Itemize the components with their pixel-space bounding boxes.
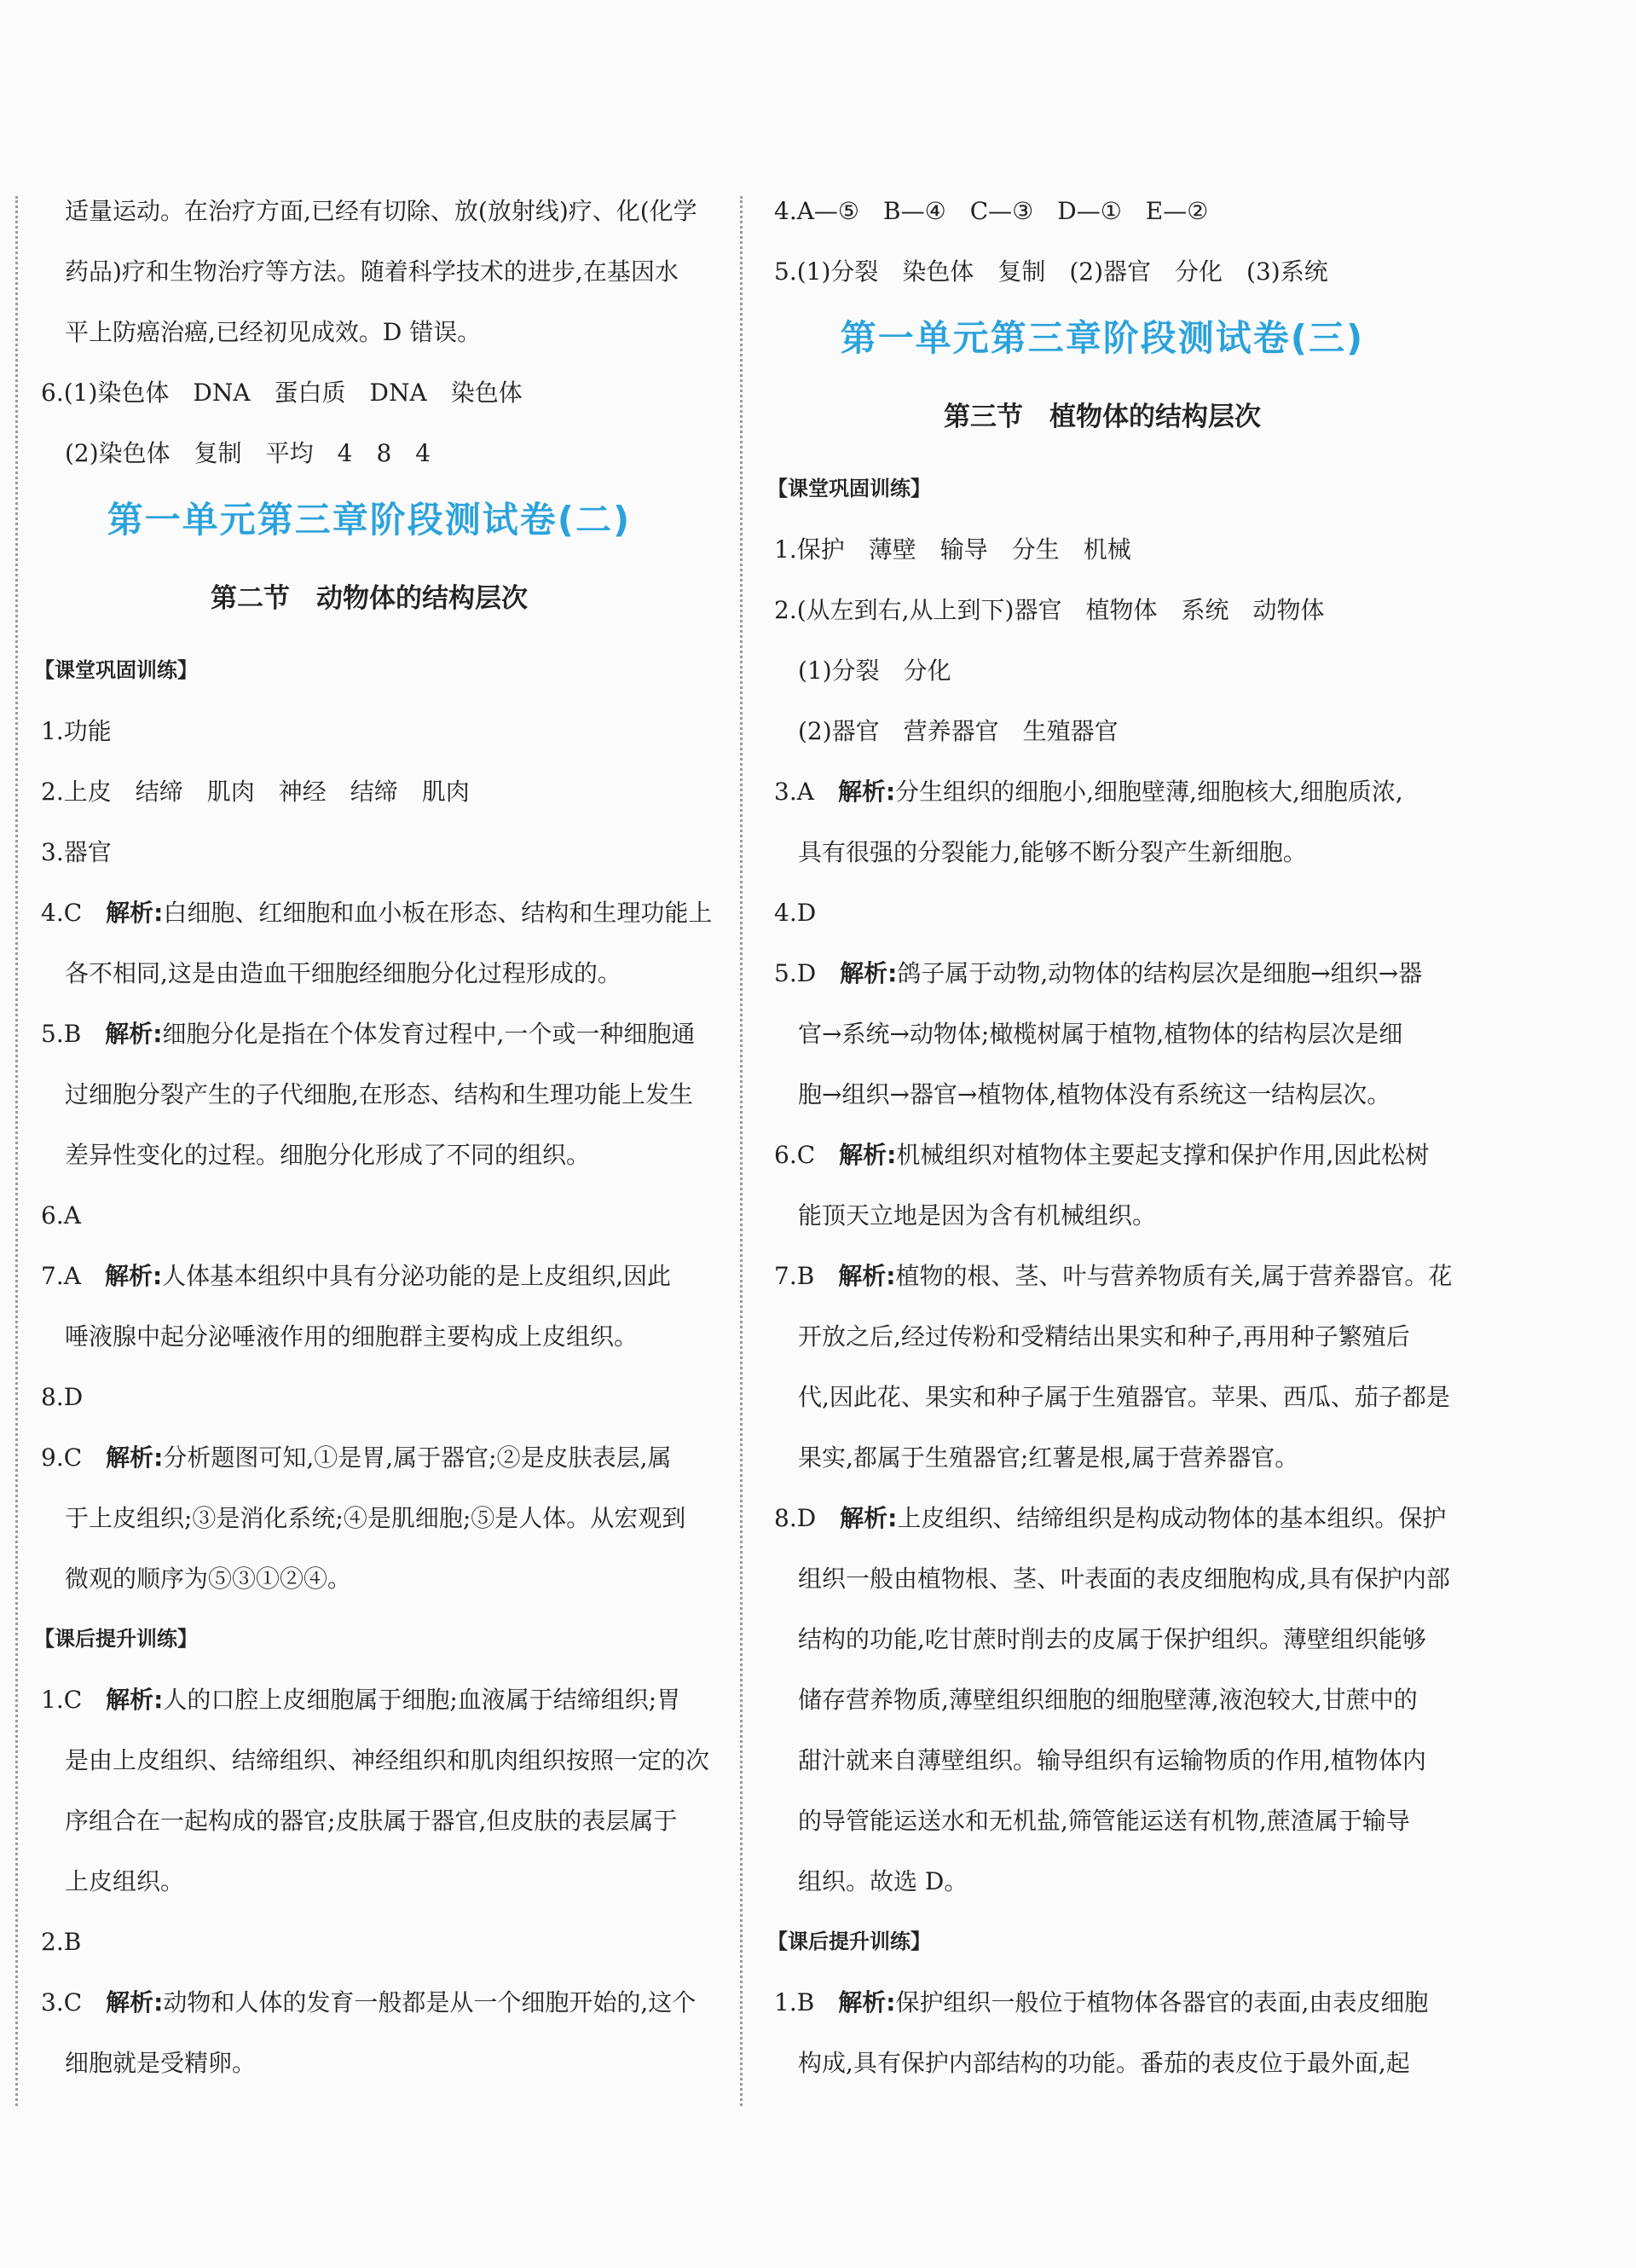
heading-after-class: 【课后提升训练】 [34,1627,198,1651]
analysis-text: 分析题图可知,①是胃,属于器官;②是皮肤表层,属 [163,1444,672,1472]
text-line: 上皮组织。 [65,1867,185,1895]
section-title-animal: 第二节 动物体的结构层次 [211,583,528,614]
text-line: 组织一般由植物根、茎、叶表面的表皮细胞构成,具有保护内部 [798,1565,1450,1593]
section-title-plant: 第三节 植物体的结构层次 [944,402,1261,432]
text-line: 差异性变化的过程。细胞分化形成了不同的组织。 [65,1141,591,1169]
text-line: 于上皮组织;③是消化系统;④是肌细胞;⑤是人体。从宏观到 [65,1504,686,1532]
answer-2-sub: (1)分裂 分化 [798,657,951,685]
text-line: 构成,具有保护内部结构的功能。番茄的表皮位于最外面,起 [798,2049,1410,2077]
analysis-label: 解析: [106,1988,164,2016]
text-line: 胞→组织→器官→植物体,植物体没有系统这一结构层次。 [798,1080,1391,1108]
text-line: 甜汁就来自薄壁组织。输导组织有运输物质的作用,植物体内 [798,1746,1426,1774]
answer-7 [15,1246,723,1306]
analysis-text: 人的口腔上皮细胞属于细胞;血液属于结缔组织;胃 [163,1686,681,1714]
answer-4-match: 4.A—⑤ B—④ C—③ D—① E—② [774,197,1209,225]
answer-3: 3.器官 [41,838,112,866]
analysis-label: 解析: [104,1262,163,1290]
text-line: 各不相同,这是由造血干细胞经细胞分化过程形成的。 [65,959,621,987]
answer-num: 3.C [41,1988,83,2016]
heading-classroom: 【课堂巩固训练】 [34,658,198,682]
answer-6-sub: (2)染色体 复制 平均 4 8 4 [65,439,431,467]
after-answer-1 [15,1669,723,1730]
text-line: 药品)疗和生物治疗等方法。随着科学技术的进步,在基因水 [65,257,679,286]
text-line: 官→系统→动物体;橄榄树属于植物,植物体的结构层次是细 [798,1020,1403,1048]
answer-num: 9.C [41,1444,83,1472]
answer-2: 2.上皮 结缔 肌肉 神经 结缔 肌肉 [41,778,470,806]
test-title-3: 第一单元第三章阶段测试卷(三) [840,317,1365,359]
analysis-label: 解析: [840,959,898,987]
answer-6b: 6.A [41,1201,81,1229]
text-line: 是由上皮组织、结缔组织、神经组织和肌肉组织按照一定的次 [65,1746,710,1774]
answer-6: 6.(1)染色体 DNA 蛋白质 DNA 染色体 [41,379,523,407]
text-line: 过细胞分裂产生的子代细胞,在形态、结构和生理功能上发生 [65,1080,693,1108]
analysis-text: 保护组织一般位于植物体各器官的表面,由表皮细胞 [895,1988,1429,2016]
after-answer-1 [749,1972,1456,2033]
text-line: 组织。故选 D。 [798,1867,968,1895]
text-line: 细胞就是受精卵。 [65,2049,257,2077]
text-line: 代,因此花、果实和种子属于生殖器官。苹果、西瓜、茄子都是 [798,1383,1450,1411]
answer-num: 5.B [41,1020,82,1048]
analysis-text: 鸽子属于动物,动物体的结构层次是细胞→组织→器 [897,959,1423,987]
answer-5 [15,1004,723,1064]
answer-2: 2.(从左到右,从上到下)器官 植物体 系统 动物体 [774,596,1325,624]
text-line: 唾液腺中起分泌唾液作用的细胞群主要构成上皮组织。 [65,1322,639,1351]
answer-8: 8.D [41,1383,84,1411]
answer-num: 6.C [774,1141,816,1169]
analysis-text: 白细胞、红细胞和血小板在形态、结构和生理功能上 [163,899,713,927]
heading-classroom: 【课堂巩固训练】 [767,477,931,500]
answer-1: 1.功能 [41,717,112,745]
text-line: 平上防癌治癌,已经初见成效。D 错误。 [65,318,482,346]
answer-8 [749,1488,1456,1548]
analysis-label: 解析: [838,1262,896,1290]
analysis-text: 人体基本组织中具有分泌功能的是上皮组织,因此 [162,1262,672,1290]
analysis-label: 解析: [839,1141,897,1169]
heading-after-class: 【课后提升训练】 [767,1930,931,1953]
text-line: 果实,都属于生殖器官;红薯是根,属于营养器官。 [798,1444,1299,1472]
answer-9 [15,1427,723,1488]
answer-5 [749,943,1456,1004]
text-line: 结构的功能,吃甘蔗时削去的皮属于保护组织。薄壁组织能够 [798,1625,1426,1653]
answer-7 [749,1246,1456,1306]
answer-3 [749,761,1456,822]
text-line: 的导管能运送水和无机盐,筛管能运送有机物,蔗渣属于输导 [798,1807,1410,1835]
answer-6 [749,1125,1456,1185]
analysis-label: 解析: [840,1504,898,1532]
analysis-text: 分生组织的细胞小,细胞壁薄,细胞核大,细胞质浓, [895,778,1403,806]
text-line: 序组合在一起构成的器官;皮肤属于器官,但皮肤的表层属于 [65,1807,678,1835]
analysis-label: 解析: [106,899,164,927]
text-line: 适量运动。在治疗方面,已经有切除、放(放射线)疗、化(化学 [65,197,697,225]
answer-1: 1.保护 薄壁 输导 分生 机械 [774,535,1131,564]
left-column [15,181,723,2093]
analysis-text: 上皮组织、结缔组织是构成动物体的基本组织。保护 [897,1504,1447,1532]
answer-num: 4.C [41,899,83,927]
analysis-text: 机械组织对植物体主要起支撑和保护作用,因此松树 [896,1141,1430,1169]
test-title-2: 第一单元第三章阶段测试卷(二) [107,499,632,541]
analysis-label: 解析: [105,1020,163,1048]
analysis-text: 植物的根、茎、叶与营养物质有关,属于营养器官。花 [895,1262,1453,1290]
right-dotted-margin [740,196,743,2106]
text-line: 开放之后,经过传粉和受精结出果实和种子,再用种子繁殖后 [798,1322,1410,1351]
answer-num: 8.D [774,1504,817,1532]
answer-4: 4.D [774,899,817,927]
text-line: 能顶天立地是因为含有机械组织。 [798,1201,1157,1229]
analysis-label: 解析: [838,1988,896,2016]
answer-num: 3.A [774,778,814,806]
right-column [749,181,1456,2093]
answer-2-sub: (2)器官 营养器官 生殖器官 [798,717,1119,745]
after-answer-2: 2.B [41,1928,82,1956]
answer-5-fill: 5.(1)分裂 染色体 复制 (2)器官 分化 (3)系统 [774,257,1328,286]
analysis-label: 解析: [106,1686,164,1714]
answer-4 [15,882,723,943]
text-line: 微观的顺序为⑤③①②④。 [65,1565,352,1593]
answer-num: 7.B [774,1262,815,1290]
analysis-label: 解析: [837,778,896,806]
answer-num: 5.D [774,959,817,987]
text-line: 储存营养物质,薄壁组织细胞的细胞壁薄,液泡较大,甘蔗中的 [798,1686,1418,1714]
analysis-label: 解析: [106,1444,164,1472]
answer-num: 1.C [41,1686,83,1714]
answer-num: 7.A [41,1262,81,1290]
analysis-text: 动物和人体的发育一般都是从一个细胞开始的,这个 [163,1988,697,2016]
analysis-text: 细胞分化是指在个体发育过程中,一个或一种细胞通 [162,1020,696,1048]
text-line: 具有很强的分裂能力,能够不断分裂产生新细胞。 [798,838,1307,866]
after-answer-3 [15,1972,723,2033]
answer-num: 1.B [774,1988,815,2016]
